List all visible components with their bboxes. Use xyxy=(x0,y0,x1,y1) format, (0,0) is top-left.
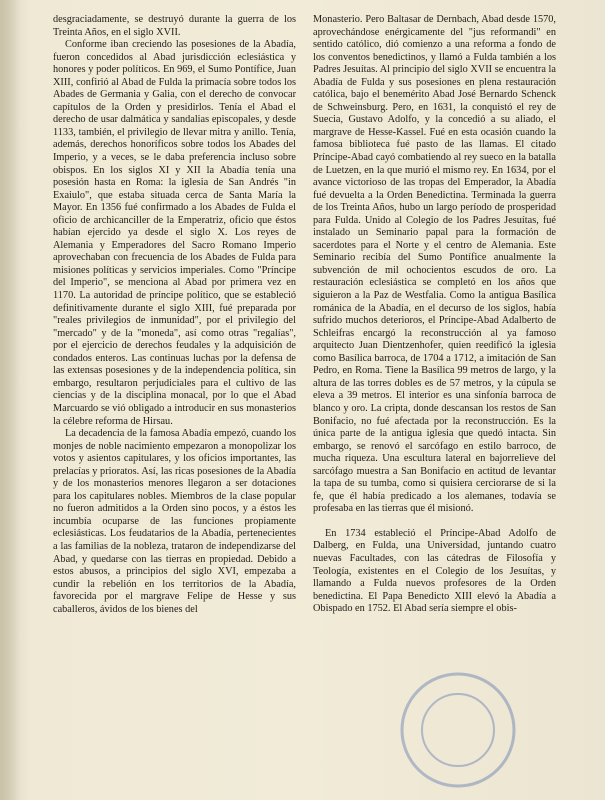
right-paragraph-2: En 1734 estableció el Príncipe-Abad Adolfo de Dalberg, en Fulda, una Universidad, juntando cuatro nuevas Facultades, con las cátedras de Filosofía y Teología, existentes en el Colegio de los Jesuítas, y llamando a Fulda nuevos profesores de la Orden benedictina. El Papa Benedicto XIII elevó la Abadía a Obispado en 1752. El Abad sería siempre el obis- xyxy=(313,527,556,615)
right-paragraph-1: Monasterio. Pero Baltasar de Dernbach, Abad desde 1570, aprovechándose enérgicamente del "jus reformandi" en sentido católico, dió comienzo a una reforma a fondo de los conventos benedictinos, y llamó a Fulda también a los Padres Jesuítas. Al principio del siglo XVII se encuentra la Abadía de Fulda y sus posesiones en plena restauración católica, bajo el benemérito Abad José Bernardo Schenck de Schweinsburg. Pero, en 1631, la conquistó el rey de Suecia, Gustavo Adolfo, y la concedió a su aliado, el margrave de Hesse-Kassel. Fué en esta ocasión cuando la famosa biblioteca fué pasto de las llamas. El citado Príncipe-Abad cayó combatiendo al rey sueco en la batalla de Luetzen, en la que murió el mismo rey. En 1634, por el avance victorioso de las tropas del Emperador, la Abadía fué devuelta a la Orden Benedictina. Terminada la guerra de los Treinta Años, hubo un largo período de prosperidad para Fulda. Unido al Colegio de los Padres Jesuítas, fué instalado un Seminario papal para la formación de sacerdotes para el Norte y el centro de Alemania. Este Seminario recibía del Sumo Pontífice anualmente la subvención de mil ochocientos escudos de oro. La restauración eclesiástica se completó en los años que siguieron a la Paz de Westfalia. Como la antigua Basílica románica de la Abadía, en el decurso de los siglos, había sufrido muchos deterioros, el Príncipe-Abad Adalberto de Schleifras encargó la reconstrucción al ya famoso arquitecto Juan Dientzenhofer, quien reedificó la iglesia como Basílica barroca, de 1704 a 1712, a imitación de San Pedro, en Roma. Tiene la Basílica 99 metros de largo, y la altura de las torres dobles es de 57 metros, y la cúpula se eleva a 39 metros. El interior es una sinfonía barroca de blanco y oro. La cripta, donde descansan los restos de San Bonifacio, no fué afectada por la reconstrucción. Es la única parte de la antigua iglesia que quedó intacta. Sin embargo, se renovó el sarcófago en estilo barroco, de mucha riqueza. Una escultura lateral en bajorrelieve del sarcófago muestra a San Bonifacio en actitud de levantar la tapa de su tumba, como si quisiera cerciorarse de si la fe, que él había predicado a los alemanes, todavía se profesaba en las tierras que él misionó. xyxy=(313,14,556,515)
left-paragraph-2: Conforme iban creciendo las posesiones de la Abadía, fueron concedidos al Abad jurisdicción eclesiástica y honores y poder políticos. En 969, el Sumo Pontífice, Juan XIII, confirió al Abad de Fulda la primacía sobre todos los Abades de Germania y Galia, con el derecho de convocar capítulos de la Orden y presidirlos. Tenía el Abad el derecho de usar dalmática y sandalias episcopales, y desde 1133, también, el privilegio de llevar mitra y anillo. Tenía, además, derechos honoríficos sobre todos los Abades del Imperio, y a veces, se le daba preferencia incluso sobre obispos. En los siglos XI y XII la Abadía tenía una posesión hasta en Roma: la iglesia de San Andrés "in Exaiulo", que estaba situada cerca de Santa María la Mayor. En 1356 fué confirmado a los Abades de Fulda el oficio de archicanciller de la Emperatriz, oficio que éstos habían ejercido ya desde el siglo X. Los reyes de Alemania y Emperadores del Sacro Romano Imperio aprovechaban con frecuencia de los Abades de Fulda para misiones políticas y servicios imperiales. Como "Príncipe del Imperio", se menciona al Abad por primera vez en 1170. La autoridad de príncipe político, que se estableció definitivamente durante el siglo XIII, fué preparada por "reales privilegios de inmunidad", por el privilegio del "mercado" y de la "moneda", así como otras "regalías", por el ejercicio de derechos feudales y la adquisición de condados enteros. Las continuas luchas por la defensa de las extensas posesiones y de la independencia política, sin embargo, resultaron perjudiciales para el cultivo de las ciencias y de la disciplina monacal, por lo que el Abad Marcuardo se vió obligado a introducir en sus monasterios la célebre reforma de Hirsau. xyxy=(53,39,296,427)
right-column xyxy=(313,14,556,616)
page-spine-shadow xyxy=(0,0,20,800)
left-column xyxy=(53,14,296,616)
left-paragraph-3: La decadencia de la famosa Abadía empezó, cuando los monjes de noble nacimiento empezaron a monopolizar los votos y asientos capitulares, y los oficios importantes, las prelacías y prioratos. Así, las ricas posesiones de la Abadía y de los monasterios menores llegaron a ser dotaciones para los capitulares nobles. Miembros de la clase popular no fueron admitidos a la Orden sino pocos, y a éstos les incumbía ocuparse de las funciones propiamente eclesiásticas. Los feudatarios de la Abadía, pertenecientes a las familias de la nobleza, trataron de independizarse del Abad, y quedarse con las tierras en propiedad. Debido a estos abusos, a principios del siglo XVI, empezaba a cundir la rebelión en los territorios de la Abadía, favorecida por el margrave Felipe de Hesse y sus caballeros, ávidos de los bienes del xyxy=(53,428,296,615)
library-stamp xyxy=(398,670,518,790)
left-paragraph-1: desgraciadamente, se destruyó durante la guerra de los Treinta Años, en el siglo XVII. xyxy=(53,14,296,38)
